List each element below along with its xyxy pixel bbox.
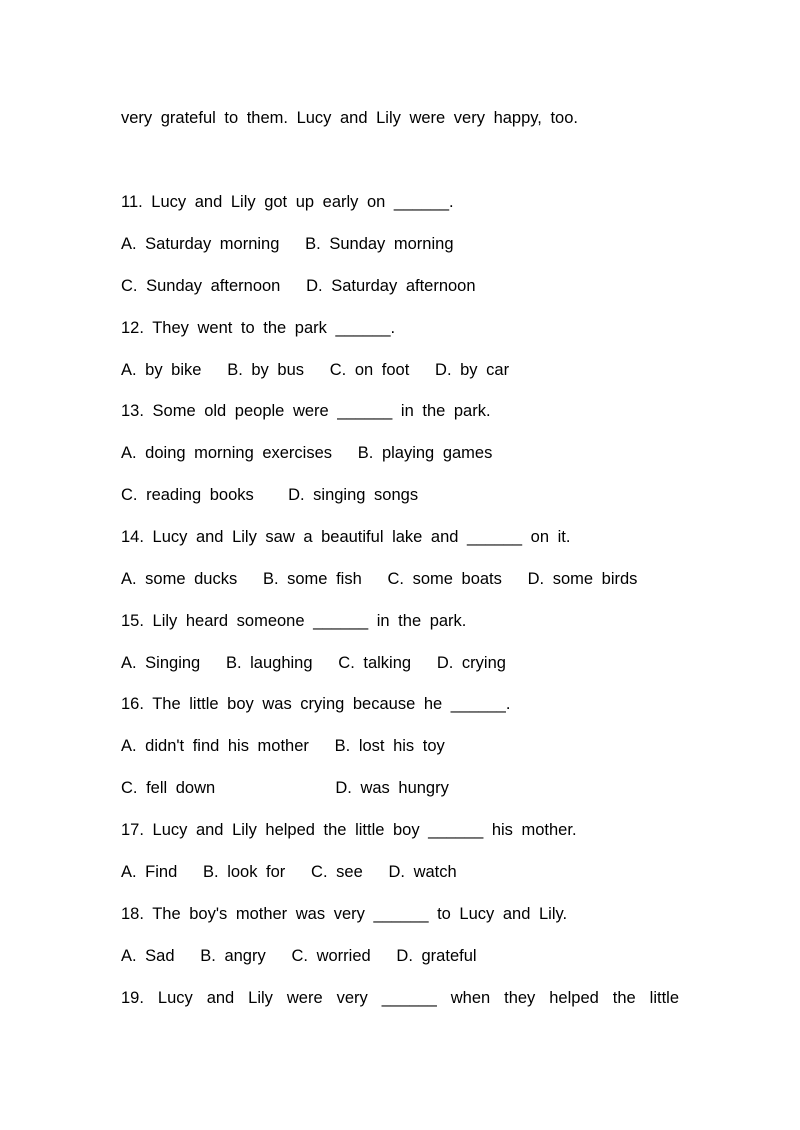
question-17-options: A. Find B. look for C. see D. watch xyxy=(121,863,457,881)
question-16-stem: 16. The little boy was crying because he ______. xyxy=(121,695,511,713)
question-11-stem: 11. Lucy and Lily got up early on ______. xyxy=(121,193,454,211)
question-13-stem: 13. Some old people were ______ in the park. xyxy=(121,402,491,420)
question-17-stem: 17. Lucy and Lily helped the little boy ______ his mother. xyxy=(121,821,577,839)
question-14-stem: 14. Lucy and Lily saw a beautiful lake and ______ on it. xyxy=(121,528,571,546)
question-11-options-ab: A. Saturday morning B. Sunday morning xyxy=(121,235,454,253)
question-18-options: A. Sad B. angry C. worried D. grateful xyxy=(121,947,477,965)
question-19-stem: 19. Lucy and Lily were very ______ when they helped the little xyxy=(121,989,679,1007)
question-13-options-ab: A. doing morning exercises B. playing games xyxy=(121,444,493,462)
question-14-options: A. some ducks B. some fish C. some boats D. some birds xyxy=(121,570,638,588)
question-16-options-cd: C. fell down D. was hungry xyxy=(121,779,449,797)
question-16-options-ab: A. didn't find his mother B. lost his toy xyxy=(121,737,445,755)
question-15-options: A. Singing B. laughing C. talking D. crying xyxy=(121,654,506,672)
question-12-options: A. by bike B. by bus C. on foot D. by car xyxy=(121,361,510,379)
question-12-stem: 12. They went to the park ______. xyxy=(121,319,396,337)
question-11-options-cd: C. Sunday afternoon D. Saturday afternoon xyxy=(121,277,476,295)
passage-closing-line: very grateful to them. Lucy and Lily were very happy, too. xyxy=(121,109,578,127)
question-18-stem: 18. The boy's mother was very ______ to Lucy and Lily. xyxy=(121,905,568,923)
question-15-stem: 15. Lily heard someone ______ in the park. xyxy=(121,612,467,630)
question-13-options-cd: C. reading books D. singing songs xyxy=(121,486,419,504)
